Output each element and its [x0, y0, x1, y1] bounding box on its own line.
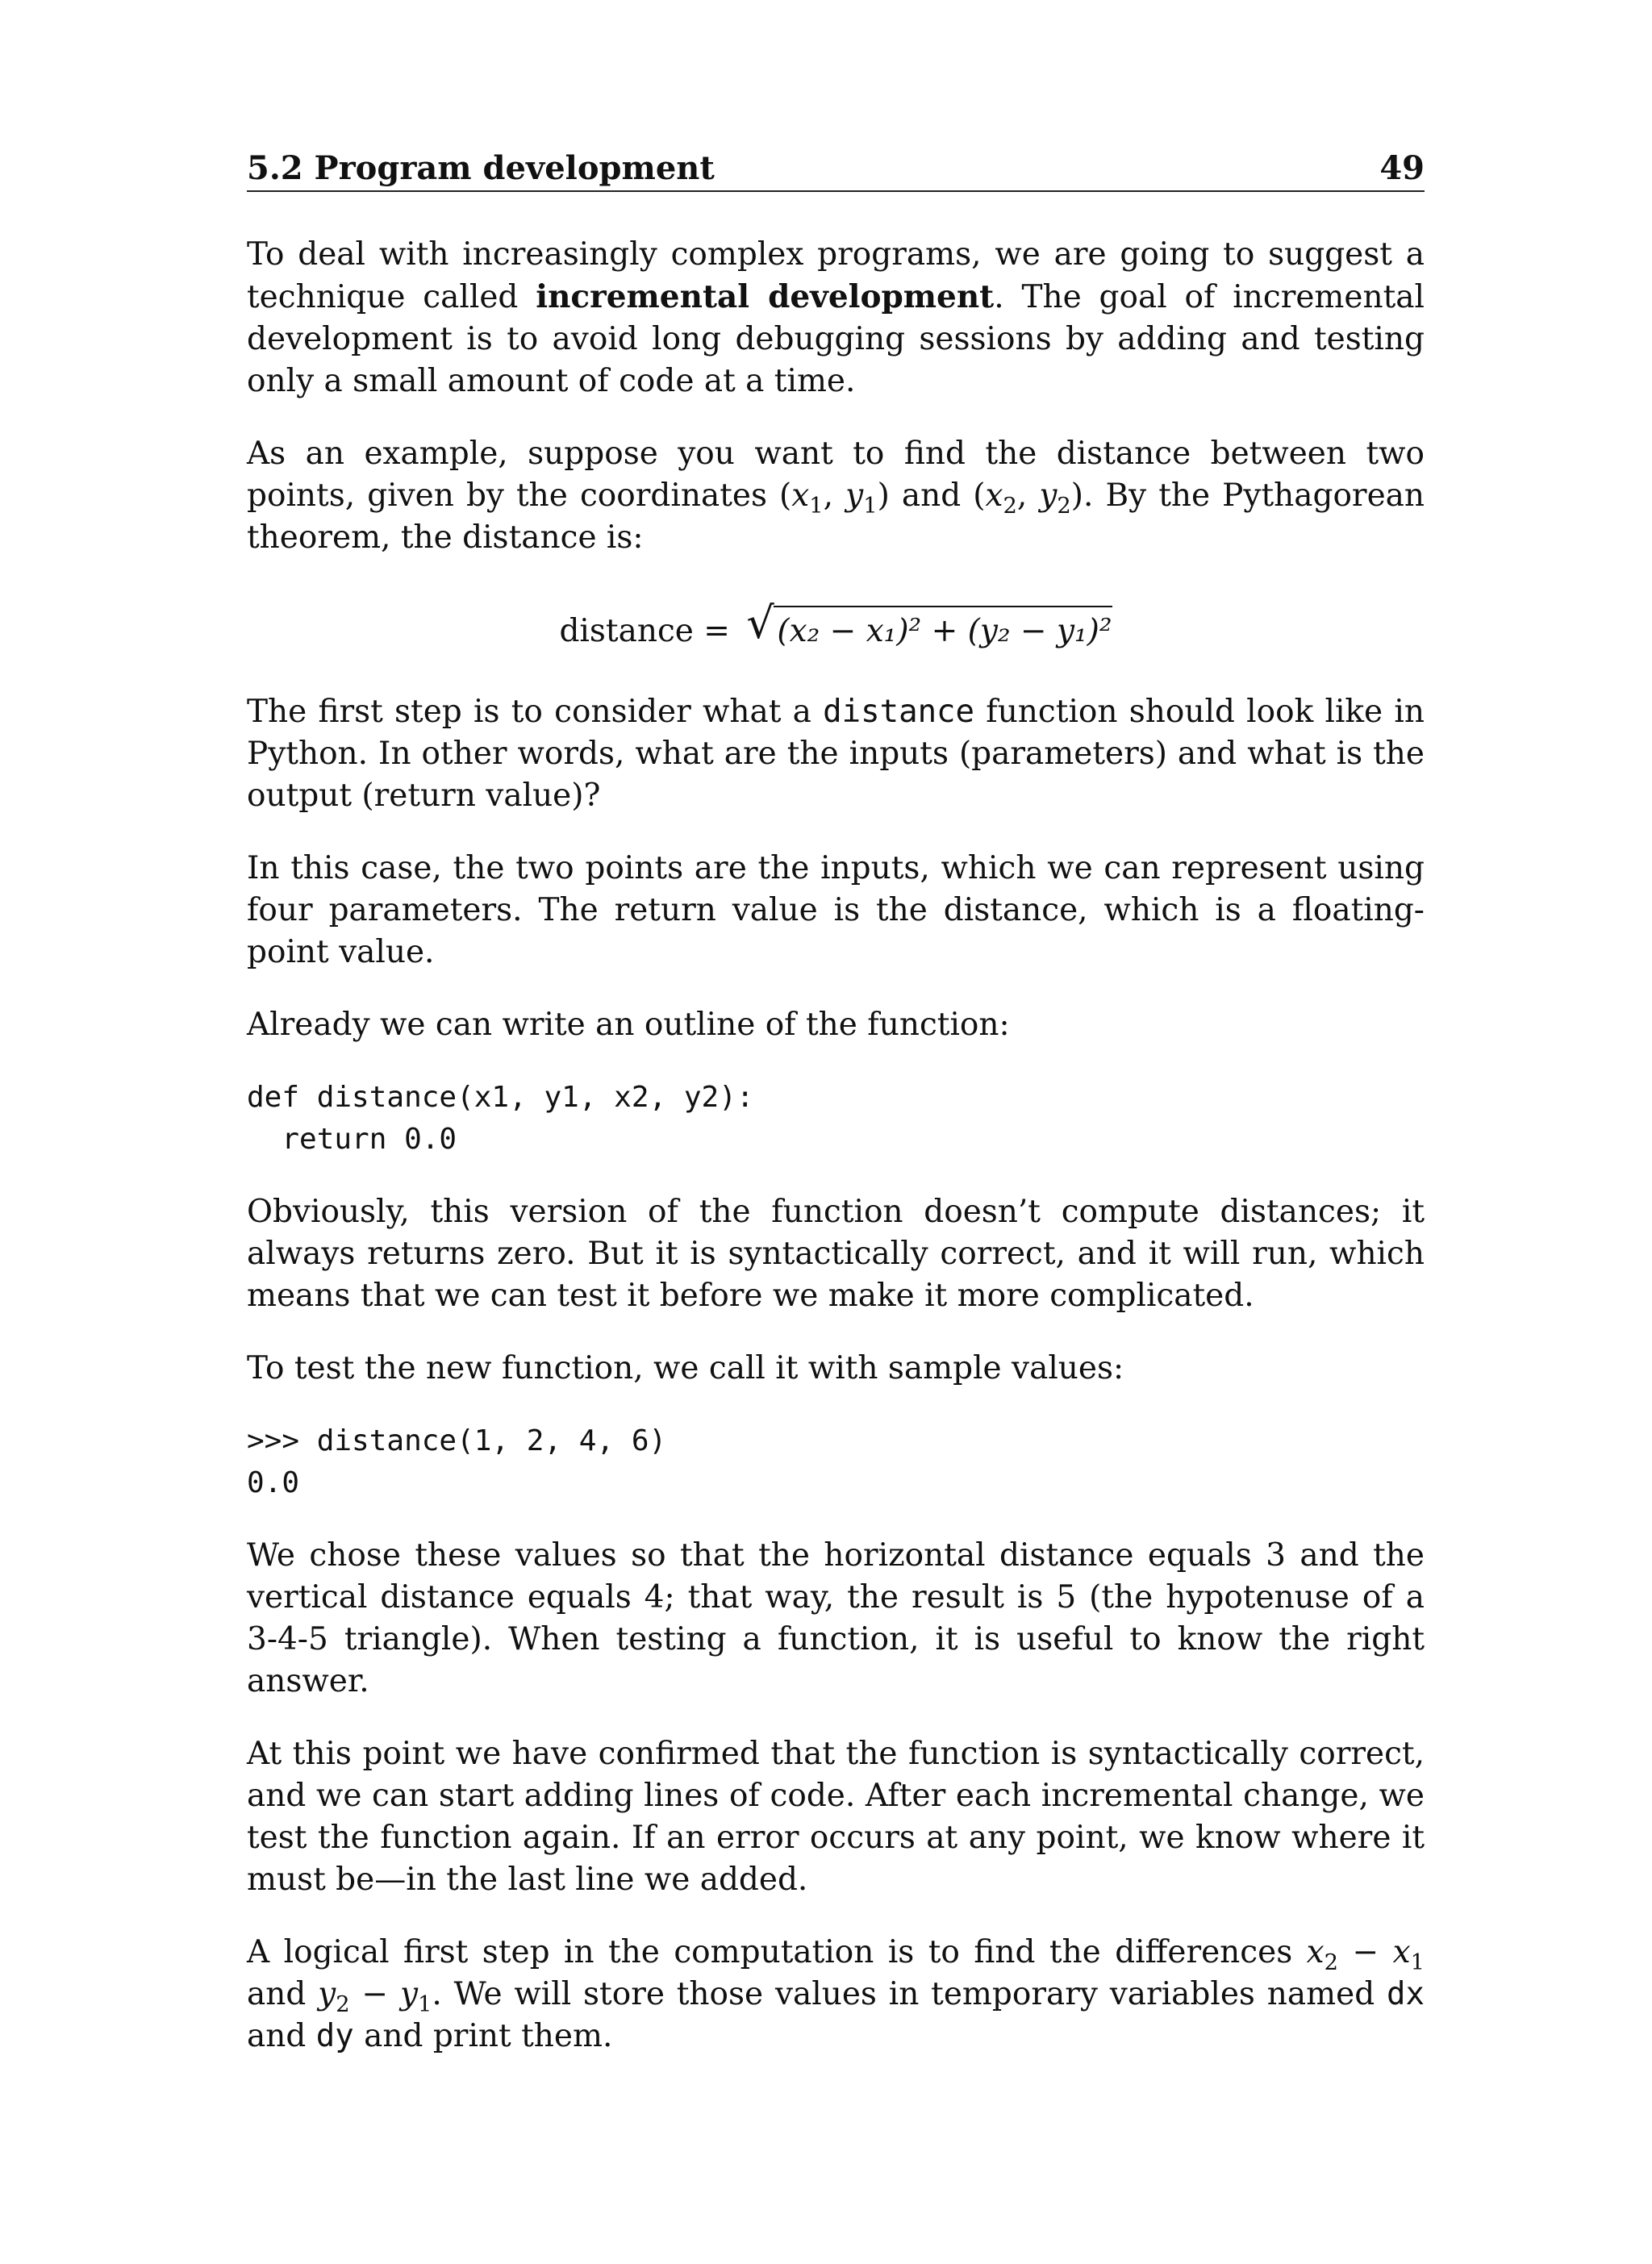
- paragraph-chose-values: We chose these values so that the horizontal distance equals 3 and the vertical distance equals 4; that way, the result is 5 (the hypotenuse of a 3-4-5 triangle). When testing a function, it is useful to know the right answer.: [247, 1537, 1425, 1699]
- paragraph-distance-example: As an example, suppose you want to find the distance between two points, given by the coordinates ($x_1$, $y_1$) and ($x_2$, $y_2$). By the Pythagorean theorem, the distance is:: [247, 436, 1425, 556]
- radical-sign: √: [746, 598, 774, 648]
- paragraph-outline-intro: Already we can write an outline of the function:: [247, 1007, 1010, 1043]
- inline-code-dy: dy: [315, 2018, 354, 2054]
- formula-equals: =: [693, 613, 740, 649]
- math-dy-expression: $y_2 - y_1$: [318, 1976, 432, 2017]
- paragraph-incremental-development: To deal with increasingly complex programs, we are going to suggest a technique called incremental development. The goal of incremental development is to avoid long debugging sessions by adding and testing only a small amount of code at a time.: [247, 236, 1425, 399]
- paragraph-first-step: The first step is to consider what a distance function should look like in Python. In other words, what are the inputs (parameters) and what is the output (return value)?: [247, 694, 1425, 814]
- paragraph-test-intro: To test the new function, we call it with sample values:: [247, 1350, 1124, 1386]
- paragraph-confirmed: At this point we have confirmed that the function is syntactically correct, and we can start adding lines of code. After each incremental change, we test the function again. If an error occurs at any point, we know where it must be—in the last line we added.: [247, 1736, 1425, 1898]
- section-title: 5.2 Program development: [247, 149, 715, 187]
- paragraph-logical-step: A logical first step in the computation is to find the differences $x_2 - x_1$ and $y_2 - y_1$. We will store those values in temporary variables named dx and dy and print them.: [247, 1934, 1425, 2054]
- formula-lhs: distance: [559, 613, 694, 649]
- body-text: [247, 234, 1425, 2058]
- math-dx-expression: $x_2 - x_1$: [1306, 1934, 1425, 1975]
- square-root: [746, 598, 1112, 653]
- math-point-2: $x_2$, $y_2$: [985, 477, 1071, 519]
- math-point-1: $x_1$, $y_1$: [791, 477, 878, 519]
- paragraph-obviously: Obviously, this version of the function doesn’t compute distances; it always returns zero. But it is syntactically correct, and it will run, which means that we can test it before we make it more complicated.: [247, 1194, 1425, 1314]
- distance-formula: [247, 598, 1425, 653]
- inline-code-dx: dx: [1387, 1976, 1425, 2012]
- formula-radicand: (x₂ − x₁)² + (y₂ − y₁)²: [774, 606, 1112, 653]
- bold-term: incremental development: [536, 278, 995, 315]
- code-block-outline: def distance(x1, y1, x2, y2): return 0.0: [247, 1081, 754, 1156]
- paragraph-inputs: In this case, the two points are the inputs, which we can represent using four parameters. The return value is the distance, which is a floating-point value.: [247, 850, 1425, 970]
- running-header: [247, 150, 1425, 192]
- inline-code-distance: distance: [823, 694, 975, 730]
- page-number: 49: [1379, 149, 1425, 187]
- code-block-test: >>> distance(1, 2, 4, 6) 0.0: [247, 1424, 667, 1499]
